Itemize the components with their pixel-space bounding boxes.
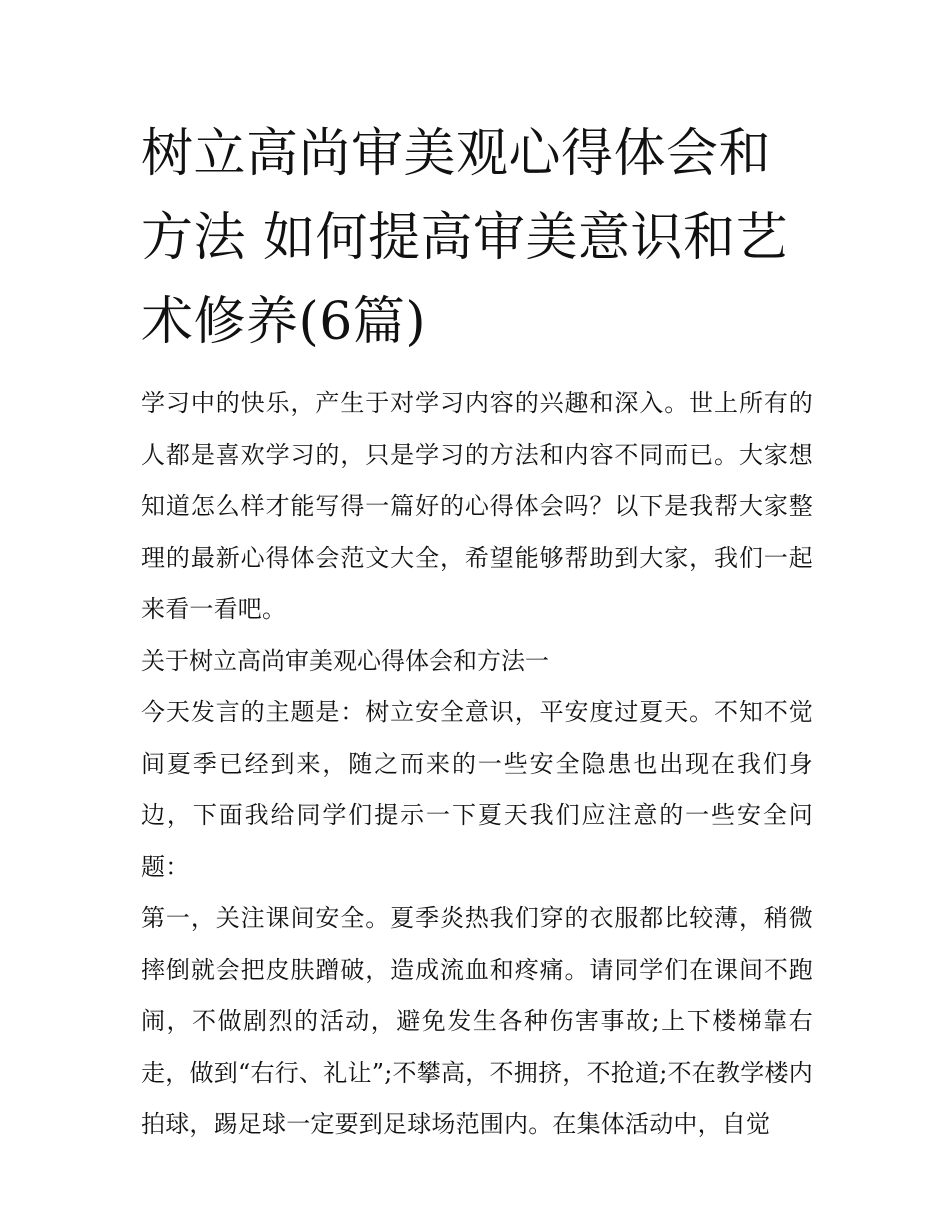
section-heading: 关于树立高尚审美观心得体会和方法一 (141, 646, 549, 675)
intro-paragraph: 学习中的快乐，产生于对学习内容的兴趣和深入。世上所有的人都是喜欢学习的，只是学习的方法和内容不同而已。大家想知道怎么样才能写得一篇好的心得体会吗？以下是我帮大家整理的最新心得体会范文大全，希望能够帮助到大家，我们一起来看一看吧。 (141, 389, 813, 623)
document-page (141, 112, 813, 1151)
body-paragraph-1: 今天发言的主题是：树立安全意识，平安度过夏天。不知不觉间夏季已经到来，随之而来的一些安全隐患也出现在我们身边，下面我给同学们提示一下夏天我们应注意的一些安全问题： (141, 698, 813, 881)
title-block (141, 112, 813, 364)
body-paragraph-2: 第一，关注课间安全。夏季炎热我们穿的衣服都比较薄，稍微摔倒就会把皮肤蹭破，造成流血和疼痛。请同学们在课间不跑闹，不做剧烈的活动，避免发生各种伤害事故;上下楼梯靠右走，做到“右行、礼让”;不攀高，不拥挤，不抢道;不在教学楼内拍球，踢足球一定要到足球场范围内。在集体活动中，自觉 (141, 904, 813, 1138)
document-title: 树立高尚审美观心得体会和方法 如何提高审美意识和艺术修养(6篇) (141, 124, 789, 352)
